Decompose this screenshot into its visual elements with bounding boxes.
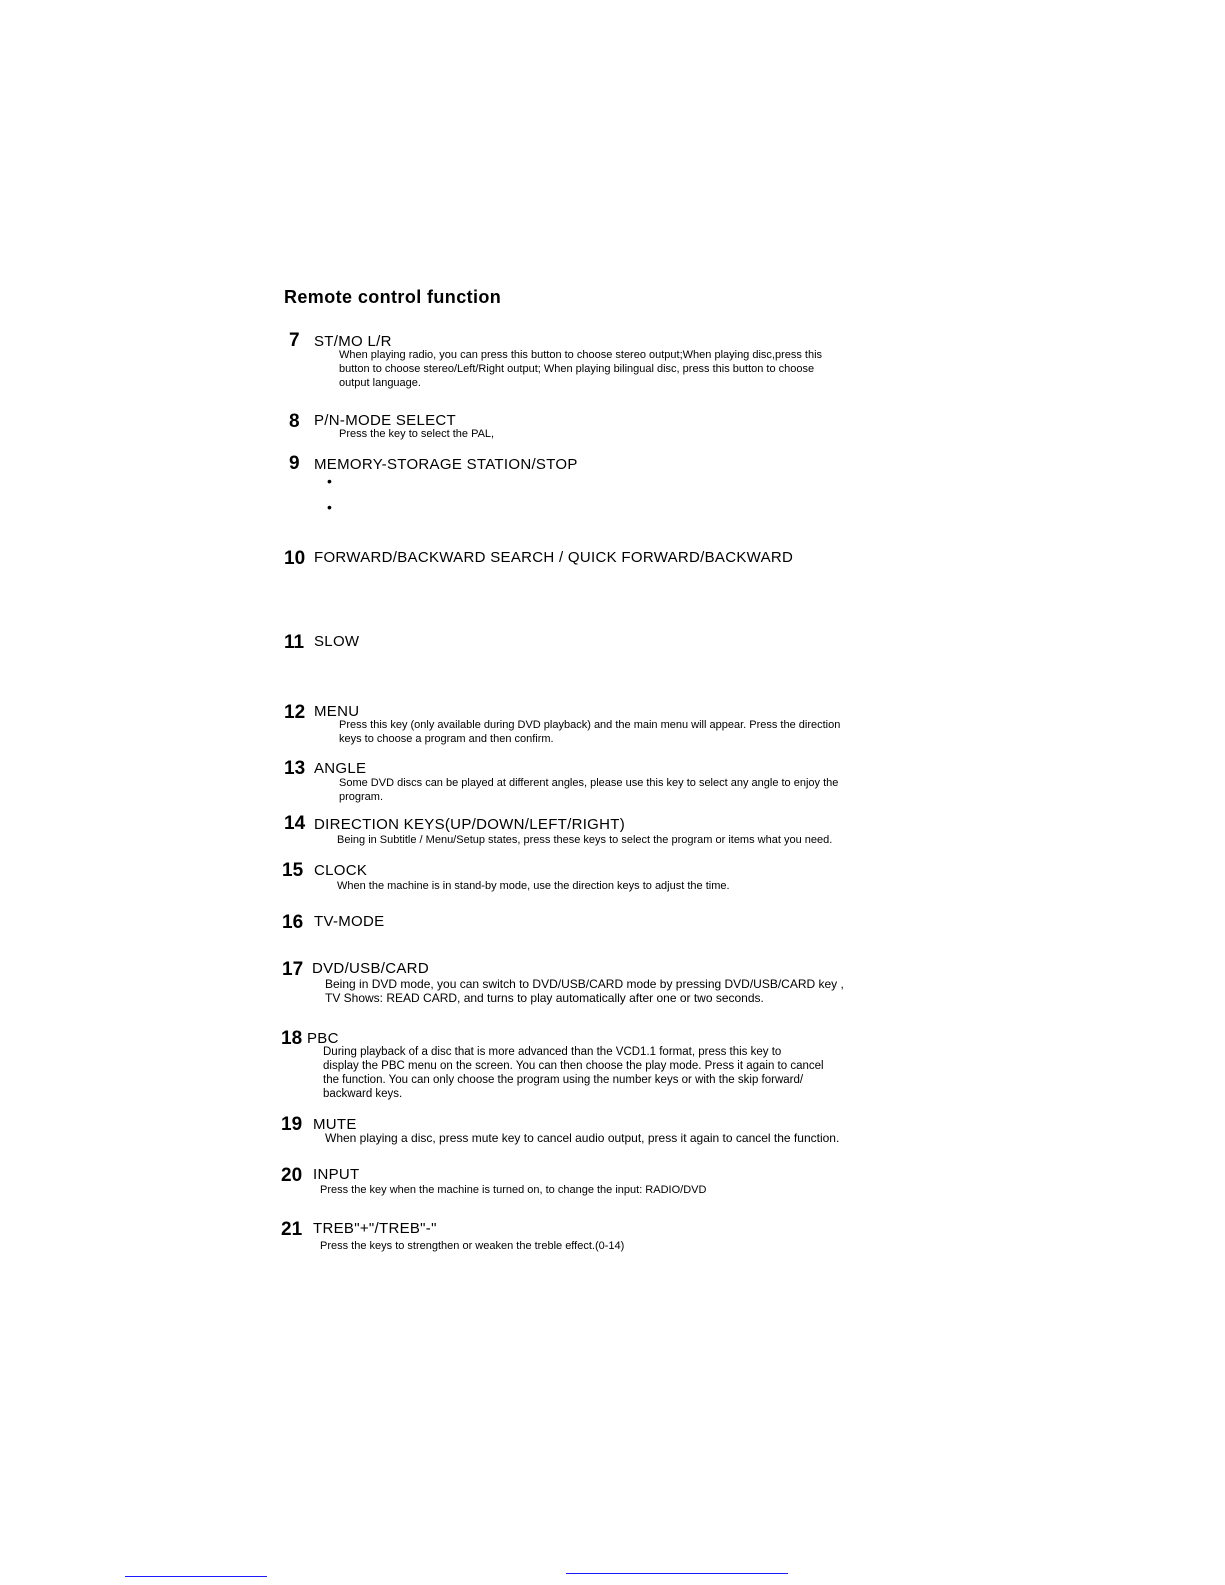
description-line: Press the keys to strengthen or weaken the treble effect.(0-14) [320, 1240, 625, 1252]
section-number: 14 [284, 813, 306, 834]
description-line: TV Shows: READ CARD, and turns to play automatically after one or two seconds. [325, 991, 764, 1005]
description-line: Press the key when the machine is turned on, to change the input: RADIO/DVD [320, 1184, 707, 1196]
description-line: backward keys. [323, 1088, 403, 1100]
description-line: During playback of a disc that is more advanced than the VCD1.1 format, press this key to [323, 1046, 782, 1058]
description-line: the function. You can only choose the program using the number keys or with the skip forward/ [323, 1074, 804, 1086]
section-heading: SLOW [314, 633, 360, 650]
section-heading: ANGLE [314, 760, 367, 777]
section-number: 19 [281, 1114, 303, 1135]
section-heading: MUTE [313, 1116, 357, 1133]
section-number: 16 [282, 912, 304, 933]
description-line: display the PBC menu on the screen. You can then choose the play mode. Press it again to cancel [323, 1060, 824, 1072]
footer-link-underline[interactable] [566, 1573, 788, 1574]
description-line: output language. [339, 377, 421, 389]
section-heading: TV-MODE [314, 913, 385, 930]
section-heading: DIRECTION KEYS(UP/DOWN/LEFT/RIGHT) [314, 816, 626, 833]
description-line: program. [339, 791, 384, 803]
description-line: Being in Subtitle / Menu/Setup states, press these keys to select the program or items what you need. [337, 834, 833, 846]
section-heading: FORWARD/BACKWARD SEARCH / QUICK FORWARD/BACKWARD [314, 549, 794, 566]
page-title: Remote control function [284, 287, 502, 307]
section-number: 7 [289, 330, 300, 351]
section-number: 20 [281, 1165, 303, 1186]
section-heading: P/N-MODE SELECT [314, 412, 457, 429]
footer-link-underline[interactable] [125, 1576, 267, 1577]
section-number: 21 [281, 1219, 303, 1240]
section-heading: TREB"+"/TREB"-" [313, 1220, 437, 1237]
description-line: When the machine is in stand-by mode, use the direction keys to adjust the time. [337, 880, 730, 892]
section-number: 18 [281, 1028, 303, 1049]
section-number: 13 [284, 758, 306, 779]
section-heading: INPUT [313, 1166, 360, 1183]
section-number: 9 [289, 453, 300, 474]
section-number: 17 [282, 959, 304, 980]
section-heading: PBC [307, 1030, 339, 1047]
section-heading: MEMORY-STORAGE STATION/STOP [314, 456, 578, 473]
description-line: When playing a disc, press mute key to cancel audio output, press it again to cancel the function. [325, 1131, 840, 1145]
section-heading: DVD/USB/CARD [312, 960, 429, 977]
description-line: button to choose stereo/Left/Right output; When playing bilingual disc, press this button to choose [339, 363, 815, 375]
description-line: Press the key to select the PAL, [339, 428, 495, 440]
section-number: 12 [284, 702, 306, 723]
section-number: 15 [282, 860, 304, 881]
description-line: Being in DVD mode, you can switch to DVD/USB/CARD mode by pressing DVD/USB/CARD key , [325, 977, 844, 991]
section-heading: CLOCK [314, 862, 368, 879]
description-line: When playing radio, you can press this button to choose stereo output;When playing disc,press this [339, 349, 823, 361]
section-number: 11 [284, 632, 305, 653]
section-number: 8 [289, 411, 300, 432]
section-heading: MENU [314, 703, 360, 720]
description-line: keys to choose a program and then confirm. [339, 733, 554, 745]
bullet-point: • [327, 473, 332, 489]
section-number: 10 [284, 548, 306, 569]
bullet-point: • [327, 499, 332, 515]
section-heading: ST/MO L/R [314, 333, 392, 350]
description-line: Some DVD discs can be played at different angles, please use this key to select any angle to enjoy the [339, 777, 839, 789]
description-line: Press this key (only available during DVD playback) and the main menu will appear. Press the direction [339, 719, 841, 731]
